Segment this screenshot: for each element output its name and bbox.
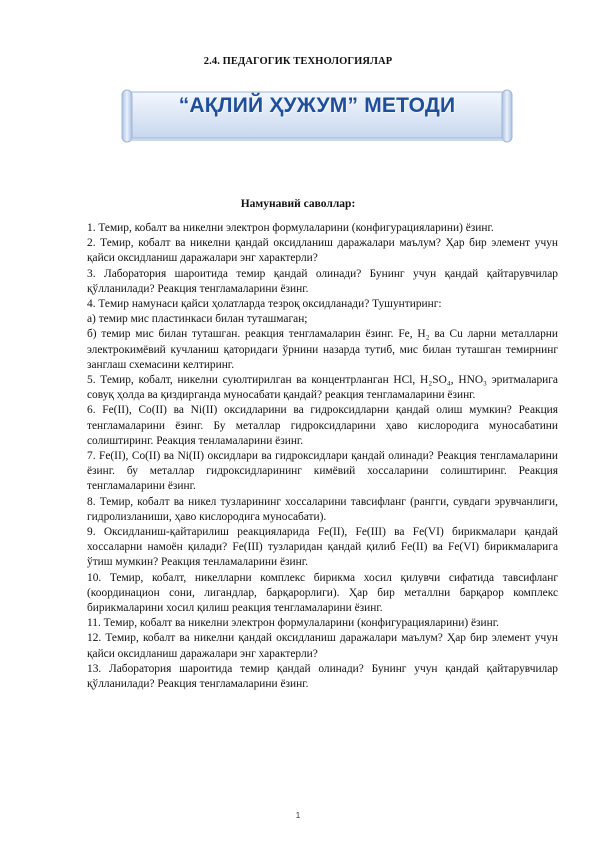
question-item: 11. Темир, кобалт ва никелни электрон формулаларини (конфигурацияларини) ёзинг. [87,617,499,630]
question-item: б) темир мис билан туташган. реакция тенгламаларин ёзинг. Fe, H₂ ва Cu ларни металларни электрокимёвий кучланиш қаторидаги ўрнини назарда тутиб, мис билан туташган темирнинг занглаш схемасини келтиринг. [87,328,558,371]
section-heading: 2.4. ПЕДАГОГИК ТЕХНОЛОГИЯЛАР [203,56,393,67]
question-item: 4. Темир намунаси қайси ҳолатларда тезроқ оксидланади? Тушунтиринг: [87,298,442,311]
question-item: 1. Темир, кобалт ва никелни электрон формулаларини (конфигурацияларини) ёзинг. [87,222,494,234]
question-item: 9. Оксидланиш-қайтарилиш реакцияларида Fe(II), Fe(III) ва Fe(VI) бирикмалари қандай хоссаларни намоён қилади? Fe(III) тузларидан қандай қилиб Fe(II) ва Fe(VI) бирикмаларига ўтиш мумкин? Реакция тенламаларини ёзинг. [87,526,558,569]
page-number: 1 [295,811,301,820]
question-item: 3. Лаборатория шароитида темир қандай олинади? Бунинг учун қандай қайтарувчилар қўлланилади? Реакция тенгламаларини ёзинг. [87,267,558,295]
question-item: 13. Лаборатория шароитида темир қандай олинади? Бунинг учун қандай қайтарувчилар қўлланилади? Реакция тенгламаларини ёзинг. [87,662,558,691]
question-item: 12. Темир, кобалт ва никелни қандай оксидланиш даражалари маълум? Ҳар бир элемент учун қайси оксидланиш даражалари энг характерли? [87,632,558,660]
question-item: 5. Темир, кобалт, никелни суюлтирилган ва концентрланган HCl, H₂SO₄, HNO₃ эритмаларига совуқ ҳолда ва қиздирганда муносабати қандай? реакция тенгламаларини ёзинг. [87,374,558,402]
questions-heading: Намунавий саволлар: [240,198,356,210]
question-item: 10. Темир, кобалт, никелларни комплекс бирикма хосил қилувчи сифатида тавсифланг (координацион сони, лигандлар, барқарорлиги). Ҳар бир металлни барқарор комплекс бирикмаларини хосил қилиш реакция тенгламаларини ёзинг. [87,571,558,615]
question-item: 7. Fe(II), Co(II) ва Ni(II) оксидлари ва гидроксидлари қандай олинади? Реакция тенгламаларини ёзинг. бу металлар гидроксидларининг кимёвий хоссаларини солиштиринг. Реакция тенгламаларини ёзинг. [87,450,558,493]
banner-title: “АҚЛИЙ ҲУЖУМ” МЕТОДИ [178,94,456,117]
question-item: а) темир мис пластинкаси билан туташмаган; [87,313,308,326]
question-item: 8. Темир, кобалт ва никел тузларининг хоссаларини тавсифланг (рангги, сувдаги эрувчанлиги, гидролизланиши, ҳаво кислородига муносабати). [87,495,558,523]
question-item: 2. Темир, кобалт ва никелни қандай оксидланиш даражалари маълум? Ҳар бир элемент учун қайси оксидланиш даражалари энг характерли? [87,237,558,265]
question-item: 6. Fe(II), Co(II) ва Ni(II) оксидларини ва гидроксидларни қандай олиш мумкин? Реакция тенгламаларини ёзинг. Бу металлар гидроксидларини ҳаво кислородига муносабатини солиштиринг. Реакция тенламаларини ёзинг. [87,404,558,447]
questions-list [87,221,558,692]
title-banner [120,88,514,144]
